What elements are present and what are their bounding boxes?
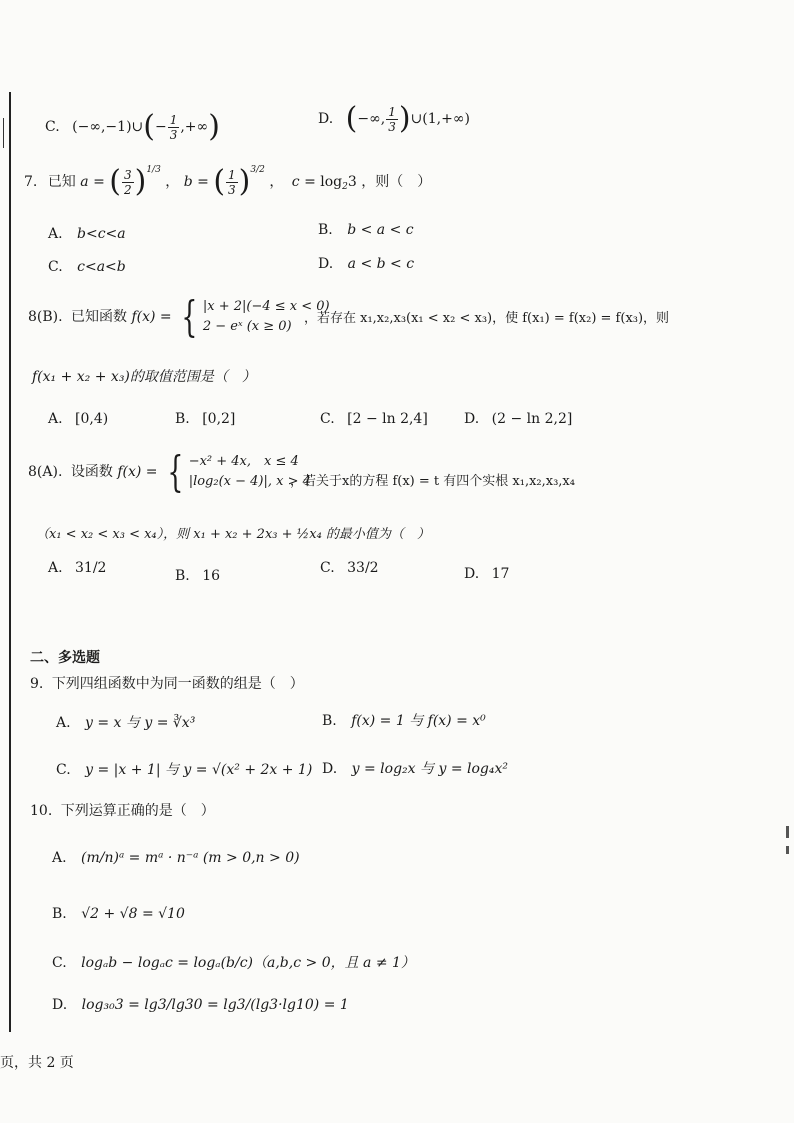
q7-option-a xyxy=(48,226,126,242)
option-text: log₃₀3 = lg3/lg30 = lg3/(lg3·lg10) = 1 xyxy=(81,997,349,1013)
q8a-case-1: −x² + 4x, x ≤ 4 xyxy=(188,454,299,469)
option-text: y = |x + 1| 与 y = √(x² + 2x + 1) xyxy=(85,762,313,778)
option-text: c<a<b xyxy=(77,259,126,275)
q8a-stem xyxy=(28,447,311,496)
option-text: [0,2] xyxy=(202,411,236,427)
option-text: 31/2 xyxy=(75,560,107,576)
q6-option-c-expr: (−∞,−1)∪(− $\frac{1}{3}$ ,+∞) xyxy=(72,109,220,144)
q8a-function-def: f(x) = { −x² + 4x, x ≤ 4 |log₂(x − 4)|, x > 4 xyxy=(117,447,311,496)
option-text: b<c<a xyxy=(77,226,126,242)
option-label: D. xyxy=(464,566,480,582)
option-label: D. xyxy=(318,111,334,127)
q8a-stem-middle: ，若关于x的方程 f(x) = t 有四个实根 x₁,x₂,x₃,x₄ xyxy=(290,474,575,489)
q7-c-def: $c = \log_23$ xyxy=(291,174,357,192)
option-label: C. xyxy=(320,560,335,576)
q8b-case-2: 2 − eˣ (x ≥ 0) xyxy=(202,319,292,334)
option-label: A. xyxy=(52,850,67,866)
q10-stem-text: 下列运算正确的是（ ） xyxy=(60,803,215,819)
q10-option-d xyxy=(52,997,349,1013)
q7-stem: 7. 已知 a = ( $\frac{3}{2}$ )$^{1/3}$ ， b = ( $\frac{1}{3}$ )$^{3/2}$ ， $c = \log_23$ ，则（ ） xyxy=(24,164,432,199)
q6-option-d xyxy=(318,101,470,136)
question-number: 10. xyxy=(30,803,53,819)
q8b-option-b xyxy=(175,411,235,427)
option-label: C. xyxy=(48,259,63,275)
q8a-option-a xyxy=(48,560,106,576)
option-text: 16 xyxy=(202,568,221,584)
option-label: B. xyxy=(318,222,333,238)
option-label: C. xyxy=(56,762,71,778)
q9-option-b xyxy=(322,710,486,730)
option-text: y = x 与 y = ∛x³ xyxy=(85,715,196,731)
question-number: 8(A). xyxy=(28,464,63,480)
option-text: [2 − ln 2,4] xyxy=(347,411,428,427)
q8a-option-d xyxy=(464,566,509,582)
option-label: D. xyxy=(322,761,338,777)
scan-mark xyxy=(786,826,789,838)
option-text: 17 xyxy=(491,566,510,582)
option-label: A. xyxy=(48,226,63,242)
option-text: logₐb − logₐc = logₐ(b/c)（a,b,c > 0，且 a ≠ 1） xyxy=(81,955,415,971)
q8a-option-c xyxy=(320,560,379,576)
q9-stem-text: 下列四组函数中为同一函数的组是（ ） xyxy=(51,676,304,692)
option-text: √2 + √8 = √10 xyxy=(81,906,185,922)
q8b-case-1: |x + 2|(−4 ≤ x < 0) xyxy=(202,299,330,314)
q8a-stem-line2: （x₁ < x₂ < x₃ < x₄），则 x₁ + x₂ + 2x₃ + ½x₄ 的最小值为（ ） xyxy=(36,527,430,542)
q7-a-def: a = ( $\frac{3}{2}$ )$^{1/3}$ xyxy=(80,164,161,199)
option-label: D. xyxy=(52,997,68,1013)
option-text: [0,4) xyxy=(75,411,109,427)
option-text: b < a < c xyxy=(347,222,414,238)
q8b-option-a xyxy=(48,411,108,427)
q8b-stem-middle: ，若存在 x₁,x₂,x₃(x₁ < x₂ < x₃)，使 f(x₁) = f(x₂) = f(x₃)，则 xyxy=(304,311,670,326)
q8b-stem xyxy=(28,292,330,341)
q8b-option-d xyxy=(464,411,572,427)
option-label: C. xyxy=(52,955,67,971)
q7-option-b xyxy=(318,222,414,238)
option-text: f(x) = 1 与 f(x) = x⁰ xyxy=(351,713,486,729)
option-text: y = log₂x 与 y = log₄x² xyxy=(351,761,508,777)
q8b-stem-prefix: 已知函数 xyxy=(71,309,128,325)
option-label: D. xyxy=(318,256,334,272)
option-label: B. xyxy=(175,568,190,584)
q7-option-d xyxy=(318,256,414,272)
q8b-stem-line2: f(x₁ + x₂ + x₃)的取值范围是（ ） xyxy=(32,369,256,385)
q8a-option-b xyxy=(175,568,220,584)
q10-option-c xyxy=(52,952,415,972)
page-footer: 页，共 2 页 xyxy=(0,1055,74,1071)
option-label: C. xyxy=(320,411,335,427)
q7-stem-suffix: ，则（ ） xyxy=(361,174,432,190)
q8b-function-def: f(x) = { |x + 2|(−4 ≤ x < 0) 2 − eˣ (x ≥ 0) xyxy=(131,292,330,341)
scan-mark xyxy=(786,846,789,854)
q10-option-a xyxy=(52,850,300,866)
q9-option-d xyxy=(322,758,508,778)
option-label: D. xyxy=(464,411,480,427)
q9-option-a xyxy=(56,712,195,732)
option-label: B. xyxy=(52,906,67,922)
q6-option-d-expr: (−∞, $\frac{1}{3}$ )∪(1,+∞) xyxy=(345,101,470,136)
option-label: A. xyxy=(48,411,63,427)
option-text: (m/n)ᵃ = mᵃ · n⁻ᵃ (m > 0,n > 0) xyxy=(81,850,300,866)
option-label: B. xyxy=(322,713,337,729)
section-heading: 二、多选题 xyxy=(30,650,100,666)
q9-option-c xyxy=(56,759,312,779)
option-text: 33/2 xyxy=(347,560,379,576)
q8a-stem-prefix: 设函数 xyxy=(70,464,113,480)
option-text: (2 − ln 2,2] xyxy=(491,411,573,427)
option-label: A. xyxy=(48,560,63,576)
q6-option-c xyxy=(45,109,220,144)
q10-option-b xyxy=(52,906,185,922)
question-number: 7. xyxy=(24,174,38,190)
q7-option-c xyxy=(48,259,126,275)
margin-rule-fragment xyxy=(3,118,4,148)
option-label: A. xyxy=(56,715,71,731)
q8b-option-c xyxy=(320,411,428,427)
q7-stem-prefix: 已知 xyxy=(47,174,76,190)
q7-b-def: b = ( $\frac{1}{3}$ )$^{3/2}$ xyxy=(183,164,265,199)
margin-rule xyxy=(9,92,11,1032)
question-number: 8(B). xyxy=(28,309,63,325)
q10-stem xyxy=(30,800,215,820)
option-label: C. xyxy=(45,119,60,135)
q9-stem xyxy=(30,673,304,693)
q8a-case-2: |log₂(x − 4)|, x > 4 xyxy=(188,474,311,489)
option-label: B. xyxy=(175,411,190,427)
option-text: a < b < c xyxy=(347,256,415,272)
question-number: 9. xyxy=(30,676,44,692)
